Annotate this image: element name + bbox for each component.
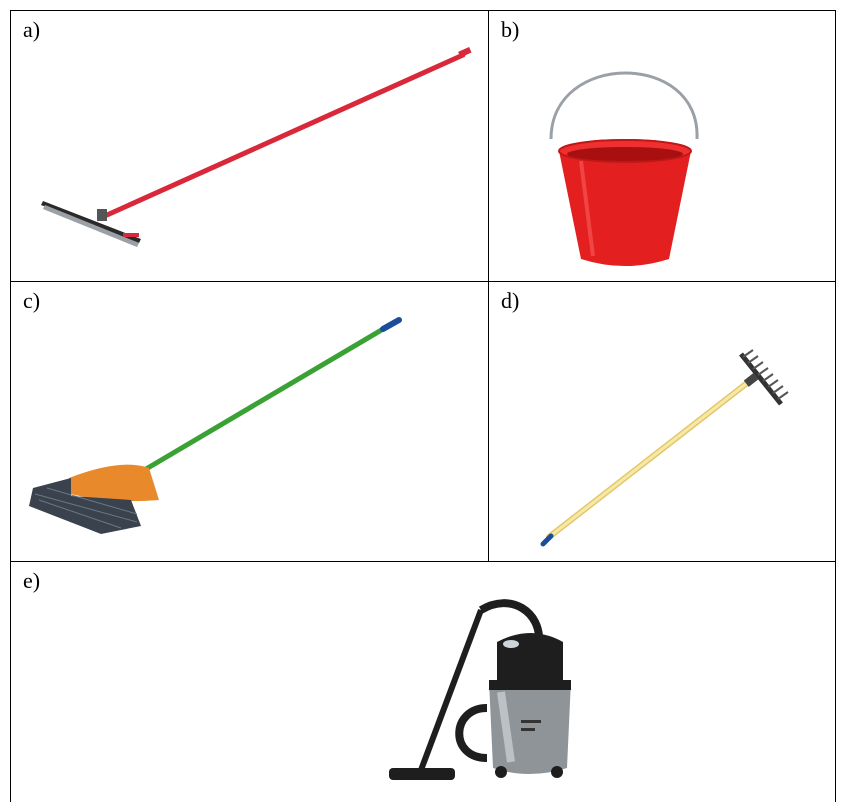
cell-label-b: b) — [501, 17, 520, 42]
cell-b — [489, 10, 836, 282]
broom-image — [11, 282, 490, 562]
cell-c — [10, 282, 489, 562]
vacuum-cleaner-image — [11, 562, 837, 792]
cell-a — [10, 10, 489, 282]
rake-image — [489, 282, 836, 562]
bucket-image — [489, 11, 836, 283]
cell-label-e: e) — [23, 568, 41, 593]
cell-e — [10, 562, 836, 802]
cell-d — [489, 282, 836, 562]
cell-label-d: d) — [501, 288, 520, 313]
cell-label-a: a) — [23, 17, 41, 42]
cell-label-c: c) — [23, 288, 41, 313]
squeegee-image — [11, 11, 490, 283]
cleaning-tools-table — [10, 10, 836, 800]
